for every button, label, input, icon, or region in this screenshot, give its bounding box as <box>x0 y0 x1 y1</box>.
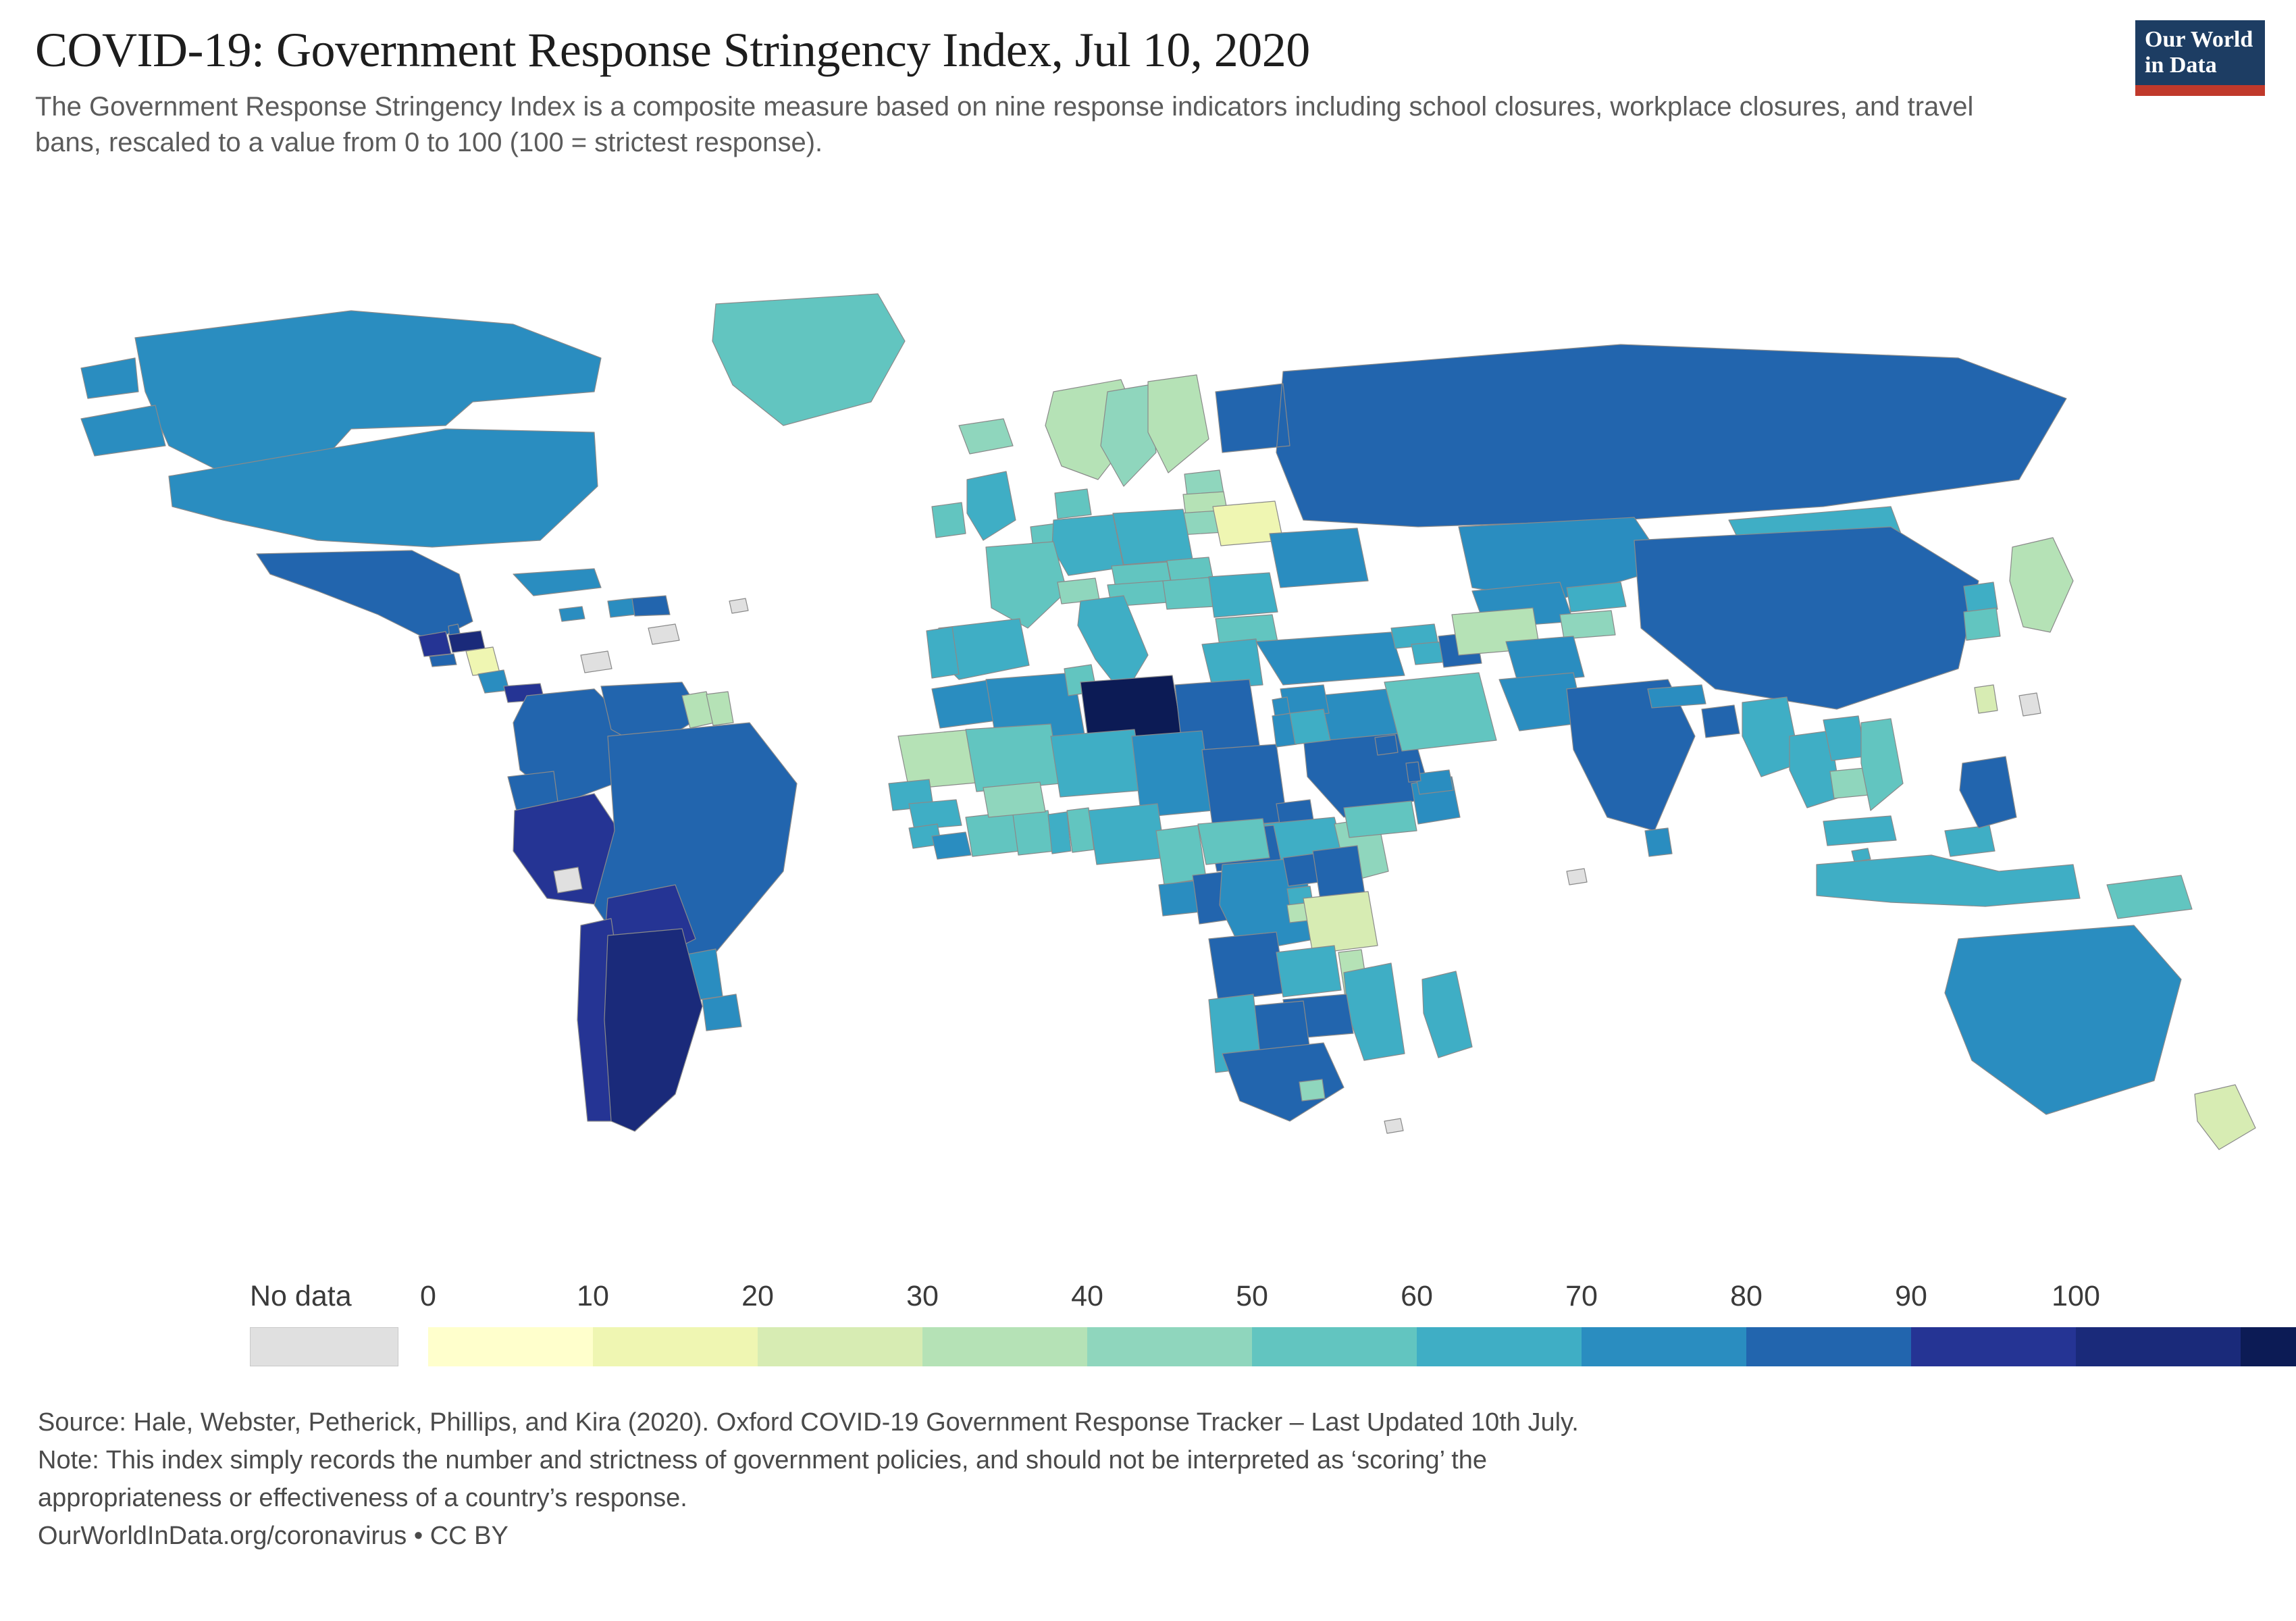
country-madagascar[interactable] <box>1422 971 1472 1058</box>
country-philippines[interactable] <box>1960 756 2016 828</box>
country-united-arab-emirates[interactable] <box>1415 770 1453 794</box>
country-vietnam[interactable] <box>1861 719 1903 810</box>
country-burkina-faso[interactable] <box>983 782 1045 817</box>
legend-scale <box>428 1327 2296 1366</box>
country-romania[interactable] <box>1209 573 1278 617</box>
footer-source: Source: Hale, Webster, Petherick, Phillips, and Kira (2020). Oxford COVID-19 Government Response Tracker – Last Updated 10th July. <box>38 1408 1579 1437</box>
legend-cell-10 <box>2076 1327 2241 1366</box>
country-greenland[interactable] <box>712 294 905 426</box>
country-indonesia[interactable] <box>1817 855 2080 906</box>
legend-cell-8 <box>1746 1327 1911 1366</box>
country-uruguay[interactable] <box>702 994 741 1031</box>
country-kuwait[interactable] <box>1375 735 1398 755</box>
country-tanzania[interactable] <box>1303 892 1378 954</box>
logo-line-1: Our World <box>2145 27 2253 52</box>
country-iran[interactable] <box>1384 673 1496 751</box>
logo-red-bar <box>2135 85 2265 96</box>
country-tajikistan[interactable] <box>1560 611 1615 639</box>
country-taiwan[interactable] <box>1975 685 1998 713</box>
logo-line-2: in Data <box>2145 53 2217 78</box>
country-malaysia[interactable] <box>1823 816 1995 856</box>
legend-labels <box>250 1280 2100 1318</box>
chart-header <box>35 24 2061 160</box>
country-russia[interactable] <box>1216 344 2066 527</box>
country-zambia[interactable] <box>1276 946 1341 997</box>
country-ireland[interactable] <box>932 503 966 538</box>
country-south-korea[interactable] <box>1964 608 2000 640</box>
country-papua-new-guinea[interactable] <box>2107 875 2192 919</box>
country-united-kingdom[interactable] <box>967 471 1016 540</box>
country-jordan[interactable] <box>1290 709 1330 744</box>
legend-tick-40: 40 <box>1071 1280 1103 1312</box>
country-liberia[interactable] <box>932 832 971 859</box>
legend-cell-6 <box>1417 1327 1582 1366</box>
legend-gap <box>398 1327 428 1366</box>
country-nepal[interactable] <box>1648 685 1706 708</box>
map-svg <box>0 223 2296 1236</box>
country-new-zealand[interactable] <box>2195 1085 2255 1150</box>
legend-cell-2 <box>758 1327 922 1366</box>
country-no-data-6[interactable] <box>1567 869 1587 885</box>
country-sri-lanka[interactable] <box>1645 828 1672 856</box>
country-lesotho[interactable] <box>1299 1079 1325 1101</box>
legend-tick-30: 30 <box>906 1280 939 1312</box>
world-choropleth-map[interactable] <box>0 223 2296 1236</box>
country-argentina[interactable] <box>604 929 702 1131</box>
country-bangladesh[interactable] <box>1702 705 1740 738</box>
country-jamaica[interactable] <box>559 607 585 621</box>
legend-cell-11 <box>2241 1327 2296 1366</box>
legend-tick-90: 90 <box>1895 1280 1927 1312</box>
footer-license[interactable]: OurWorldInData.org/coronavirus • CC BY <box>38 1521 508 1550</box>
country-el-salvador[interactable] <box>429 654 456 667</box>
legend-tick-10: 10 <box>577 1280 609 1312</box>
chart-subtitle: The Government Response Stringency Index is a composite measure based on nine response indicators including school closures, workplace closures, and travel bans, rescaled to a value from 0 to 100 (100 = strictest response). <box>35 91 1974 157</box>
country-ivory-coast[interactable] <box>966 812 1020 856</box>
legend-tick-50: 50 <box>1236 1280 1268 1312</box>
country-china[interactable] <box>1634 527 1979 709</box>
country-chad[interactable] <box>1132 731 1213 817</box>
country-qatar[interactable] <box>1406 762 1421 782</box>
country-no-data-4[interactable] <box>1384 1118 1403 1133</box>
legend-cell-7 <box>1582 1327 1746 1366</box>
country-finland[interactable] <box>1148 375 1209 473</box>
footer-note-line1: Note: This index simply records the number and strictness of government policies, and should not be interpreted as ‘scoring’ the <box>38 1445 1488 1474</box>
country-denmark[interactable] <box>1055 489 1091 519</box>
country-no-data-0[interactable] <box>729 598 748 613</box>
country-niger[interactable] <box>1051 729 1144 797</box>
country-australia[interactable] <box>1945 925 2181 1114</box>
country-cuba[interactable] <box>513 569 601 596</box>
country-mali[interactable] <box>966 724 1060 792</box>
legend-color-bar <box>250 1327 2296 1366</box>
legend-cell-0 <box>428 1327 593 1366</box>
country-no-data-5[interactable] <box>2019 693 2041 716</box>
legend-cell-3 <box>922 1327 1087 1366</box>
country-guatemala[interactable] <box>419 632 451 657</box>
legend-cell-9 <box>1911 1327 2076 1366</box>
country-haiti[interactable] <box>608 598 635 617</box>
country-no-data-3[interactable] <box>554 867 582 893</box>
legend-tick-20: 20 <box>741 1280 774 1312</box>
country-turkey[interactable] <box>1256 632 1405 685</box>
country-mexico[interactable] <box>257 550 473 642</box>
country-central-african-republic[interactable] <box>1198 819 1270 865</box>
country-france[interactable] <box>986 542 1067 628</box>
country-angola[interactable] <box>1209 932 1286 1001</box>
legend-cell-5 <box>1252 1327 1417 1366</box>
legend-tick-60: 60 <box>1401 1280 1433 1312</box>
country-hungary[interactable] <box>1163 577 1214 609</box>
country-no-data-1[interactable] <box>581 651 612 673</box>
country-kyrgyzstan[interactable] <box>1567 582 1626 612</box>
country-yemen[interactable] <box>1344 801 1417 838</box>
legend-cell-1 <box>593 1327 758 1366</box>
country-no-data-2[interactable] <box>648 624 679 644</box>
country-poland[interactable] <box>1113 509 1193 565</box>
legend-tick-80: 80 <box>1730 1280 1763 1312</box>
country-nigeria[interactable] <box>1089 804 1166 865</box>
footer-note-line2: appropriateness or effectiveness of a country’s response. <box>38 1483 687 1512</box>
country-south-africa[interactable] <box>1222 1043 1344 1121</box>
legend-swatch-no-data <box>250 1327 398 1366</box>
footer <box>38 1405 2199 1556</box>
legend <box>250 1280 2100 1374</box>
country-japan[interactable] <box>2010 538 2073 632</box>
country-lebanon[interactable] <box>1272 697 1290 716</box>
legend-tick-100: 100 <box>2052 1280 2100 1312</box>
legend-no-data-label: No data <box>250 1280 352 1312</box>
legend-cell-4 <box>1087 1327 1252 1366</box>
country-singapore[interactable] <box>1852 848 1871 862</box>
legend-tick-70: 70 <box>1565 1280 1598 1312</box>
country-iceland[interactable] <box>959 419 1013 454</box>
country-sudan[interactable] <box>1202 744 1287 828</box>
legend-tick-0: 0 <box>420 1280 436 1312</box>
country-ukraine[interactable] <box>1270 528 1368 588</box>
country-mozambique[interactable] <box>1344 963 1405 1060</box>
page-title: COVID-19: Government Response Stringency Index, Jul 10, 2020 <box>35 23 1310 77</box>
country-dominican-republic[interactable] <box>632 596 670 616</box>
our-world-in-data-logo[interactable] <box>2135 20 2265 96</box>
